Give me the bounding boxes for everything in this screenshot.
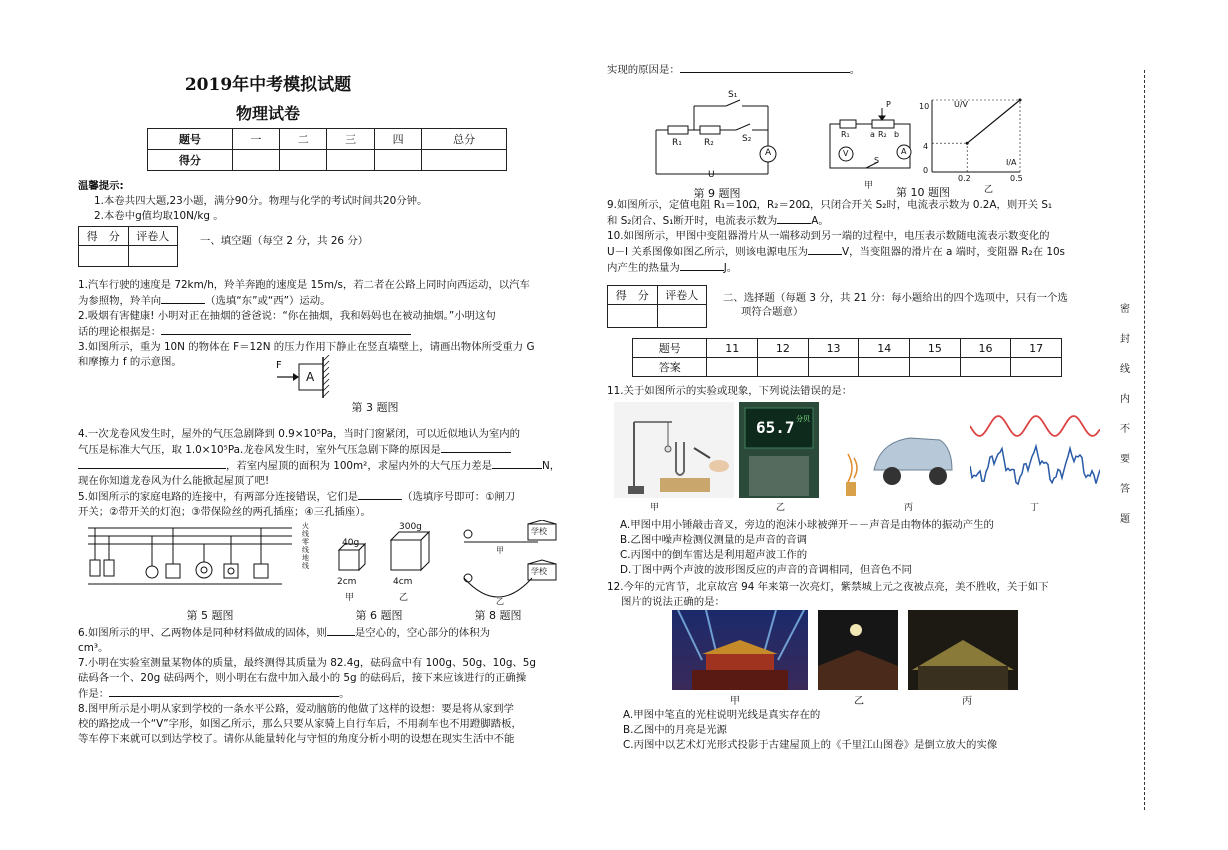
image-label: 乙: [854, 696, 864, 707]
question-5: 5.如图所示的家庭电路的连接中，有两部分连接错误，它们是 （选填序号即可：①闸刀 开关；②带开关的灯泡；③带保险丝的两孔插座；④三孔插座）。: [78, 491, 516, 518]
answer-header-label: 题号: [633, 339, 707, 358]
seal-dashed-line: [1144, 70, 1145, 810]
score-entry[interactable]: [327, 150, 374, 171]
answer-blank[interactable]: [680, 260, 724, 271]
option-b[interactable]: B.乙图中噪声检测仪测量的是声音的音调: [620, 534, 808, 546]
option-d[interactable]: D.丁图中两个声波的波形图反应的声音的音调相同，但音色不同: [620, 564, 912, 576]
answer-entry[interactable]: [910, 358, 961, 377]
question-10: 10.如图所示，甲图中变阻器滑片从一端移动到另一端的过程中，电压表示数随电流表示数变化的 U－I 关系图像如图乙所示，则该电源电压为 V，当变阻器的滑片在 a 端时，变阻器 R₂在 10s 内产生的热量为 J。: [607, 230, 1065, 274]
score-header-cell: 总分: [422, 129, 507, 150]
answer-blank[interactable]: [78, 458, 226, 469]
label-r2: R₂: [878, 130, 887, 139]
answer-blank[interactable]: [161, 324, 411, 335]
section2-heading: 二、选择题（每题 3 分，共 21 分：每小题给出的四个选项中，只有一个选: [723, 292, 1068, 304]
seal-char: 答: [1120, 484, 1130, 495]
score-header-cell: 题号: [148, 129, 233, 150]
label-a: a: [870, 130, 875, 139]
figure-9: [650, 90, 800, 200]
image-label: 乙: [776, 503, 786, 513]
question-11-stem: 11.关于如图所示的实验或现象，下列说法错误的是：: [607, 385, 853, 397]
ammeter-label: A: [901, 147, 907, 156]
grader-box: [78, 226, 178, 267]
image-label: 甲: [650, 503, 660, 513]
question-6: 6.如图所示的甲、乙两物体是同种材料做成的固体，则 是空心的，空心部分的体积为 cm³。: [78, 627, 490, 654]
question-11-options: [620, 518, 1110, 578]
answer-blank[interactable]: [492, 458, 542, 469]
answer-row-label: 答案: [633, 358, 707, 377]
answer-number: 17: [1011, 339, 1062, 358]
label-r1: R₁: [841, 130, 850, 139]
label-s1: S₁: [728, 90, 738, 100]
section1-header: [78, 226, 578, 268]
answer-number: 14: [859, 339, 910, 358]
seal-char: 要: [1120, 454, 1130, 465]
right-column-top: [607, 62, 1107, 78]
figure-6-caption: 第 6 题图: [355, 609, 403, 622]
side-b: 4cm: [393, 577, 413, 587]
section2-heading-2: 项符合题意）: [741, 306, 804, 318]
image-label: 丙: [962, 696, 972, 707]
label-s2: S₂: [742, 134, 752, 144]
answer-entry[interactable]: [1011, 358, 1062, 377]
figure-8-diagram: [458, 520, 568, 602]
meter-value: 65.7: [756, 418, 795, 437]
figure-8-caption: 第 8 题图: [474, 609, 522, 622]
score-label-cell: 得分: [148, 150, 233, 171]
seal-line-sidebar: [1108, 70, 1148, 810]
answer-number: 15: [910, 339, 961, 358]
figure-5: [82, 520, 309, 622]
question-8-continued: 实现的原因是： 。: [607, 64, 861, 76]
option-c[interactable]: C.丙图中的倒车雷达是利用超声波工作的: [620, 549, 808, 561]
option-c[interactable]: C.丙图中以艺术灯光形式投影于古建屋顶上的《千里江山图卷》是倒立放大的实像: [623, 739, 998, 751]
left-column: [78, 70, 578, 370]
force-label: F: [276, 360, 282, 371]
data-point: [1019, 99, 1022, 102]
label-b: b: [894, 130, 900, 139]
label-jia: 甲: [345, 593, 355, 603]
figure-3-caption: 第 3 题图: [351, 401, 399, 414]
page-subtitle: 物理试卷: [235, 104, 300, 123]
grader-entry[interactable]: [128, 246, 178, 267]
tuning-fork-image: [614, 402, 734, 498]
question-7: 7.小明在实验室测量某物体的质量，最终测得其质量为 82.4g，砝码盒中有 100g、50g、10g、5g 砝码各一个、20g 砝码两个，则小明在右盘中加入最小的 5g 的砝码后，接下来应该进行的正确操 作是： 。: [78, 657, 537, 700]
score-entry[interactable]: [232, 150, 279, 171]
image-label: 甲: [730, 696, 740, 707]
answer-entry[interactable]: [707, 358, 758, 377]
seal-char: 题: [1120, 514, 1130, 525]
y-tick-label: 0: [923, 166, 929, 175]
figure-6: [333, 522, 443, 620]
figure-5-caption: 第 5 题图: [186, 609, 234, 622]
palace-lights-image: [672, 610, 808, 690]
answer-blank[interactable]: [680, 62, 850, 73]
answer-number: 12: [758, 339, 809, 358]
projection-image: [908, 610, 1018, 690]
question-4: 4.一次龙卷风发生时，屋外的气压急剧降到 0.9×10⁵Pa，当时门窗紧闭，可以近似地认为室内的 气压是标准大气压，取 1.0×10⁵Pa.龙卷风发生时，室外气压急剧下降的原因是 ，若室内屋顶的面积为 100m²，求屋内外的大气压力差是 N， 现在你知道龙卷风为什么能掀起屋顶了吧!: [78, 428, 561, 487]
answer-blank[interactable]: [327, 625, 355, 636]
voltmeter-label: V: [843, 149, 849, 158]
label-jia: 甲: [864, 181, 874, 191]
figure-10-graph: [920, 98, 1030, 182]
answer-number: 16: [960, 339, 1011, 358]
ammeter-label: A: [765, 148, 772, 158]
answer-blank[interactable]: [161, 293, 205, 304]
x-tick-label: 0.5: [1010, 174, 1023, 183]
score-header-cell: 二: [280, 129, 327, 150]
section2-header: [607, 285, 1107, 330]
grader-entry[interactable]: [79, 246, 129, 267]
grader-reviewer-label: 评卷人: [657, 286, 707, 305]
block-label: A: [306, 370, 315, 384]
score-entry[interactable]: [280, 150, 327, 171]
school-label: 学校: [531, 527, 547, 536]
label-yi: 乙: [496, 597, 504, 606]
mass-b: 300g: [399, 522, 422, 532]
answer-blank[interactable]: [109, 686, 339, 697]
label-s: S: [874, 156, 880, 165]
answer-blank[interactable]: [358, 489, 402, 500]
score-header-cell: 四: [374, 129, 421, 150]
y-tick-label: 4: [923, 142, 929, 151]
y-axis-label: U/V: [954, 100, 969, 109]
question-8: 8.图甲所示是小明从家到学校的一条水平公路，爱动脑筋的他做了这样的设想：要是将从家到学 校的路挖成一个“V”字形，如图乙所示，那么只要从家骑上自行车后，不用刹车也不用蹬脚踏板， 等车停下来就可以到达学校了。请你从能量转化与守恒的角度分析小明的设想在现实生活中不能: [78, 703, 522, 745]
score-header-cell: 三: [327, 129, 374, 150]
label-u: U: [708, 170, 715, 180]
x-axis-label: I/A: [1006, 158, 1017, 167]
seal-char: 封: [1120, 334, 1130, 345]
figure-10-caption: 第 10 题图: [896, 186, 950, 199]
left-column-bottom: [78, 625, 578, 747]
answer-entry[interactable]: [859, 358, 910, 377]
answer-entry[interactable]: [808, 358, 859, 377]
figure-9-diagram: [650, 90, 800, 184]
answer-blank[interactable]: [441, 442, 511, 453]
wire-labels: 火线 零线 地线: [302, 522, 309, 570]
figure-3-diagram: [275, 355, 375, 400]
question-12-images: [672, 610, 1022, 708]
tips-line: 2.本卷中g值均取10N/kg 。: [94, 210, 224, 222]
seal-char: 不: [1120, 424, 1130, 435]
score-table: [147, 128, 507, 171]
moon-image: [818, 610, 898, 690]
option-a[interactable]: A.甲图中笔直的光柱说明光线是真实存在的: [623, 709, 821, 721]
left-column-lower: [78, 427, 578, 520]
school-label: 学校: [531, 567, 547, 576]
question-11-images: [614, 402, 1104, 512]
data-point: [966, 142, 969, 145]
grader-box: [607, 285, 707, 328]
label-p: P: [886, 100, 891, 109]
figure-10: [826, 98, 1026, 198]
x-tick-label: 0.2: [958, 174, 971, 183]
meter-unit: 分贝: [796, 415, 810, 423]
series-line: [967, 100, 1020, 143]
seal-char: 线: [1120, 364, 1130, 375]
answer-blank[interactable]: [808, 244, 842, 255]
answer-entry[interactable]: [758, 358, 809, 377]
seal-char: 密: [1120, 304, 1130, 315]
answer-table: [632, 338, 1062, 377]
figure-5-diagram: [82, 520, 302, 592]
grader-reviewer-label: 评卷人: [128, 227, 178, 246]
answer-blank[interactable]: [777, 213, 811, 224]
question-12-options: [623, 708, 1113, 753]
score-entry[interactable]: [422, 150, 507, 171]
figure-8: [458, 520, 568, 620]
grader-entry[interactable]: [657, 305, 707, 328]
image-label: 丙: [904, 503, 914, 513]
image-label: 丁: [1030, 503, 1040, 513]
label-yi: 乙: [399, 593, 409, 603]
tips-line: 1.本卷共四大题,23小题，满分90分。物理与化学的考试时间共20分钟。: [94, 195, 428, 207]
question-9: 9.如图所示，定值电阻 R₁＝10Ω，R₂＝20Ω，只闭合开关 S₂时，电流表示数为 0.2A，则开关 S₁ 和 S₂闭合、S₁断开时，电流表示数为 A。: [607, 199, 1053, 227]
answer-entry[interactable]: [960, 358, 1011, 377]
question-3: 3.如图所示，重为 10N 的物体在 F＝12N 的压力作用下静止在竖直墙壁上，请画出物体所受重力 G 和摩擦力 f 的示意图。: [78, 341, 535, 368]
answer-number: 13: [808, 339, 859, 358]
reversing-radar-image: [844, 418, 954, 498]
section1-heading: 一、填空题（每空 2 分，共 26 分）: [200, 235, 369, 247]
grader-entry[interactable]: [608, 305, 658, 328]
tips-heading: 温馨提示:: [78, 180, 124, 192]
page-title: 2019年中考模拟试题: [184, 75, 352, 95]
label-r1: R₁: [672, 138, 682, 148]
waveform-image: [970, 404, 1100, 498]
question-1: 1.汽车行驶的速度是 72km/h，羚羊奔跑的速度是 15m/s，若二者在公路上同时向西运动，以汽车 为参照物，羚羊向 （选填“东”或“西”）运动。: [78, 279, 530, 307]
label-jia: 甲: [496, 546, 504, 555]
score-entry[interactable]: [374, 150, 421, 171]
right-column-q9-10: [607, 198, 1107, 276]
score-header-cell: 一: [232, 129, 279, 150]
grader-score-label: 得 分: [79, 227, 129, 246]
answer-number: 11: [707, 339, 758, 358]
label-r2: R₂: [704, 138, 714, 148]
question-12-stem: 12.今年的元宵节，北京故宫 94 年来第一次亮灯，紫禁城上元之夜被点亮，美不胜收，关于如下 图片的说法正确的是：: [607, 581, 1049, 608]
side-a: 2cm: [337, 577, 357, 587]
question-2: 2.吸烟有害健康! 小明对正在抽烟的爸爸说：“你在抽烟，我和妈妈也在被动抽烟。”小明这句 话的理论根据是：: [78, 310, 496, 338]
label-yi: 乙: [984, 185, 994, 195]
grader-score-label: 得 分: [608, 286, 658, 305]
option-b[interactable]: B.乙图中的月亮是光源: [623, 724, 727, 736]
figure-3: [275, 355, 399, 415]
seal-char: 内: [1120, 394, 1130, 405]
y-tick-label: 10: [919, 102, 930, 111]
mass-a: 40g: [342, 538, 360, 548]
option-a[interactable]: A.甲图中用小锤敲击音叉，旁边的泡沫小球被弹开－－声音是由物体的振动产生的: [620, 519, 994, 531]
figure-9-caption: 第 9 题图: [693, 187, 741, 200]
